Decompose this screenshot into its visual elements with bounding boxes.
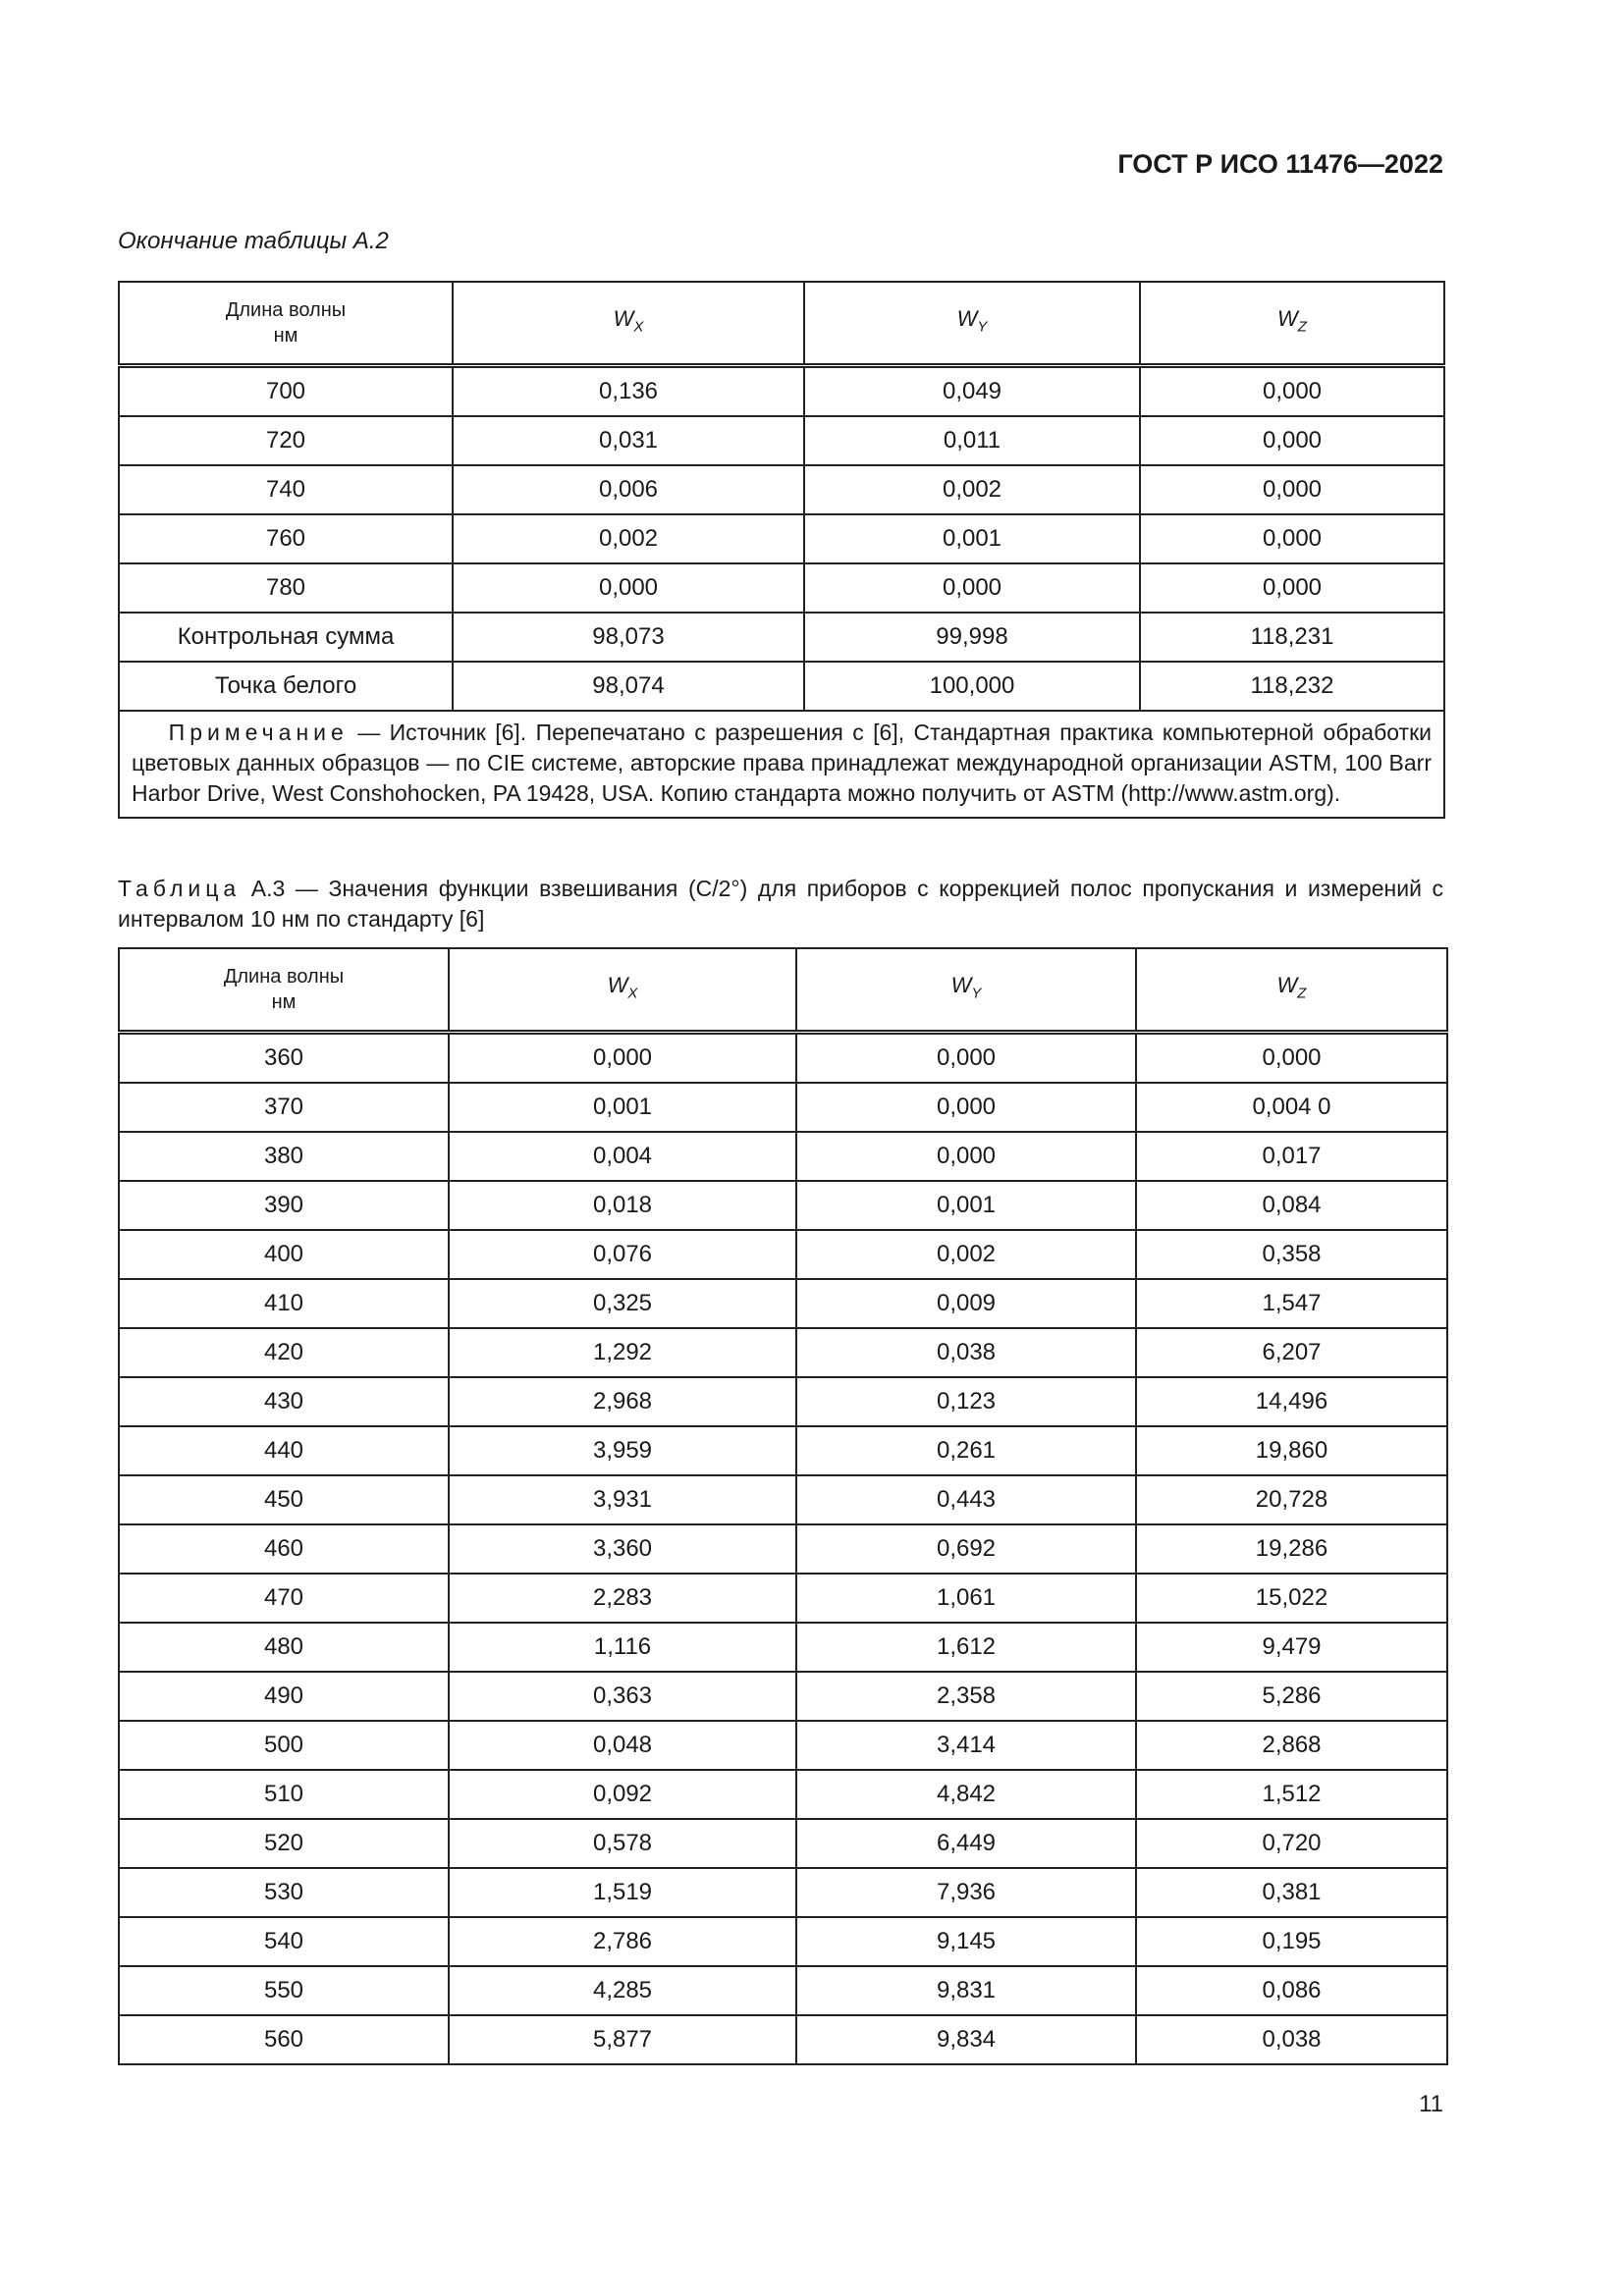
cell-wavelength: 370 (119, 1083, 449, 1132)
header-label: Длина волны (223, 966, 345, 988)
cell-wx: 0,000 (453, 563, 804, 613)
cell-wx: 0,578 (449, 1819, 796, 1868)
cell-wavelength: 450 (119, 1475, 449, 1524)
header-wy (796, 948, 1136, 1033)
cell-wavelength: 720 (119, 416, 453, 465)
cell-wavelength: 760 (119, 514, 453, 563)
cell-wy: 0,002 (796, 1230, 1136, 1279)
cell-wz: 15,022 (1136, 1574, 1447, 1623)
cell-wz: 1,547 (1136, 1279, 1447, 1328)
table-row (119, 1524, 1447, 1574)
cell-wx: 0,000 (449, 1033, 796, 1084)
header-subscript: Z (1297, 985, 1307, 1002)
cell-wz: 0,720 (1136, 1819, 1447, 1868)
cell-wavelength: 420 (119, 1328, 449, 1377)
header-label: W (1277, 305, 1298, 331)
cell-wz: 0,086 (1136, 1966, 1447, 2015)
cell-wx: 2,968 (449, 1377, 796, 1426)
cell-wavelength: 550 (119, 1966, 449, 2015)
cell-wz: 5,286 (1136, 1672, 1447, 1721)
table-row (119, 1132, 1447, 1181)
cell-wx: 0,325 (449, 1279, 796, 1328)
cell-wy: 0,000 (796, 1132, 1136, 1181)
cell-wz: 0,000 (1140, 514, 1444, 563)
caption-label: Таблица (118, 876, 242, 901)
cell-wx: 3,360 (449, 1524, 796, 1574)
table-row (119, 465, 1444, 514)
cell-wz: 6,207 (1136, 1328, 1447, 1377)
table-header-row (119, 948, 1447, 1033)
cell-wy: 0,000 (804, 563, 1140, 613)
header-label: W (613, 305, 634, 331)
table-row (119, 416, 1444, 465)
caption-text: А.3 — Значения функции взвешивания (C/2°) для приборов с коррекцией полос пропускания и измерений с интервалом 10 нм по стандарту [6] (118, 876, 1443, 932)
cell-wy: 0,038 (796, 1328, 1136, 1377)
table-note (119, 711, 1444, 818)
cell-wx: 0,004 (449, 1132, 796, 1181)
header-wy (804, 282, 1140, 366)
table-row (119, 1721, 1447, 1770)
cell-wz: 0,017 (1136, 1132, 1447, 1181)
table-row (119, 514, 1444, 563)
header-label: W (1276, 972, 1298, 997)
cell-wx: 98,074 (453, 662, 804, 711)
header-subscript: Y (977, 318, 988, 336)
table-row (119, 1475, 1447, 1524)
cell-wavelength: 410 (119, 1279, 449, 1328)
cell-wz: 0,084 (1136, 1181, 1447, 1230)
cell-wz: 14,496 (1136, 1377, 1447, 1426)
table-row (119, 1917, 1447, 1966)
cell-wx: 0,002 (453, 514, 804, 563)
cell-wavelength: 440 (119, 1426, 449, 1475)
header-subscript: Y (971, 985, 982, 1002)
cell-wy: 9,831 (796, 1966, 1136, 2015)
header-unit: нм (271, 991, 297, 1013)
cell-wx: 1,116 (449, 1623, 796, 1672)
cell-wz: 0,000 (1140, 366, 1444, 417)
header-unit: нм (273, 325, 298, 347)
cell-wy: 0,009 (796, 1279, 1136, 1328)
cell-wy: 7,936 (796, 1868, 1136, 1917)
table-row (119, 366, 1444, 417)
cell-wy: 0,123 (796, 1377, 1136, 1426)
cell-wy: 3,414 (796, 1721, 1136, 1770)
table-row (119, 1181, 1447, 1230)
header-subscript: X (633, 318, 644, 336)
table-row (119, 662, 1444, 711)
cell-wavelength: 380 (119, 1132, 449, 1181)
cell-wy: 0,011 (804, 416, 1140, 465)
cell-wy: 0,001 (804, 514, 1140, 563)
cell-wz: 0,000 (1140, 465, 1444, 514)
cell-wavelength: 390 (119, 1181, 449, 1230)
table-row (119, 1426, 1447, 1475)
cell-wx: 3,931 (449, 1475, 796, 1524)
cell-wavelength: 460 (119, 1524, 449, 1574)
cell-wavelength: 510 (119, 1770, 449, 1819)
table-a2-continuation-caption: Окончание таблицы А.2 (118, 228, 389, 254)
table-a3-caption (118, 874, 1443, 934)
header-wz (1140, 282, 1444, 366)
cell-wavelength: 470 (119, 1574, 449, 1623)
cell-wz: 0,038 (1136, 2015, 1447, 2064)
cell-wy: 9,834 (796, 2015, 1136, 2064)
table-row (119, 1083, 1447, 1132)
cell-wz: 118,231 (1140, 613, 1444, 662)
cell-wy: 0,000 (796, 1033, 1136, 1084)
cell-wz: 0,000 (1140, 563, 1444, 613)
cell-wx: 0,001 (449, 1083, 796, 1132)
cell-wavelength: 430 (119, 1377, 449, 1426)
header-subscript: Z (1297, 318, 1307, 336)
cell-wx: 4,285 (449, 1966, 796, 2015)
cell-wz: 0,000 (1136, 1033, 1447, 1084)
table-row (119, 1623, 1447, 1672)
cell-wx: 0,006 (453, 465, 804, 514)
cell-wx: 0,048 (449, 1721, 796, 1770)
cell-wz: 0,195 (1136, 1917, 1447, 1966)
cell-wy: 6,449 (796, 1819, 1136, 1868)
table-row (119, 1819, 1447, 1868)
cell-wx: 1,519 (449, 1868, 796, 1917)
cell-wy: 99,998 (804, 613, 1140, 662)
page-number: 11 (1419, 2091, 1443, 2117)
cell-wy: 4,842 (796, 1770, 1136, 1819)
cell-wz: 1,512 (1136, 1770, 1447, 1819)
header-subscript: X (627, 985, 638, 1002)
cell-wavelength: 480 (119, 1623, 449, 1672)
table-a3 (118, 947, 1448, 2065)
table-row (119, 1966, 1447, 2015)
header-wavelength (119, 948, 449, 1033)
table-row (119, 1770, 1447, 1819)
cell-wx: 0,092 (449, 1770, 796, 1819)
table-row (119, 1328, 1447, 1377)
table-row (119, 2015, 1447, 2064)
note-text: — Источник [6]. Перепечатано с разрешения с [6], Стандартная практика компьютерной обработки цветовых данных образцов — по CIE системе, авторские права принадлежат международной организации ASTM, 100 Barr Harbor Drive, West Conshohocken, PA 19428, USA. Копию стандарта можно получить от ASTM (http://www.astm.org). (132, 720, 1432, 806)
table-header-row (119, 282, 1444, 366)
table-a3-body (119, 1033, 1447, 2065)
table-row (119, 563, 1444, 613)
cell-wz: 9,479 (1136, 1623, 1447, 1672)
document-code: ГОСТ Р ИСО 11476—2022 (1117, 149, 1443, 179)
table-note-row (119, 711, 1444, 818)
cell-wavelength: 520 (119, 1819, 449, 1868)
cell-wz: 118,232 (1140, 662, 1444, 711)
cell-wavelength: 540 (119, 1917, 449, 1966)
cell-wx: 98,073 (453, 613, 804, 662)
header-label: W (950, 972, 972, 997)
cell-wz: 20,728 (1136, 1475, 1447, 1524)
cell-wy: 9,145 (796, 1917, 1136, 1966)
table-row (119, 1574, 1447, 1623)
table-row (119, 1868, 1447, 1917)
cell-wx: 0,076 (449, 1230, 796, 1279)
table-row (119, 1033, 1447, 1084)
cell-wy: 1,061 (796, 1574, 1136, 1623)
table-row (119, 1377, 1447, 1426)
header-wavelength (119, 282, 453, 366)
cell-wy: 1,612 (796, 1623, 1136, 1672)
cell-wavelength: 560 (119, 2015, 449, 2064)
cell-wavelength: Контрольная сумма (119, 613, 453, 662)
header-wx (449, 948, 796, 1033)
cell-wavelength: 530 (119, 1868, 449, 1917)
cell-wy: 0,001 (796, 1181, 1136, 1230)
cell-wavelength: 700 (119, 366, 453, 417)
table-a2-body (119, 366, 1444, 712)
cell-wx: 2,283 (449, 1574, 796, 1623)
cell-wy: 0,261 (796, 1426, 1136, 1475)
cell-wy: 2,358 (796, 1672, 1136, 1721)
cell-wz: 0,358 (1136, 1230, 1447, 1279)
header-wz (1136, 948, 1447, 1033)
cell-wx: 0,363 (449, 1672, 796, 1721)
cell-wavelength: 400 (119, 1230, 449, 1279)
cell-wz: 0,004 0 (1136, 1083, 1447, 1132)
cell-wz: 0,381 (1136, 1868, 1447, 1917)
cell-wy: 0,000 (796, 1083, 1136, 1132)
cell-wavelength: 740 (119, 465, 453, 514)
cell-wy: 0,002 (804, 465, 1140, 514)
cell-wavelength: 780 (119, 563, 453, 613)
header-label: W (607, 972, 628, 997)
header-label: Длина волны (225, 299, 347, 321)
table-row (119, 1230, 1447, 1279)
table-row (119, 1279, 1447, 1328)
cell-wz: 0,000 (1140, 416, 1444, 465)
cell-wz: 19,286 (1136, 1524, 1447, 1574)
cell-wx: 1,292 (449, 1328, 796, 1377)
cell-wx: 0,031 (453, 416, 804, 465)
header-wx (453, 282, 804, 366)
cell-wy: 0,443 (796, 1475, 1136, 1524)
table-a2 (118, 281, 1445, 819)
note-label: Примечание (168, 720, 349, 745)
cell-wz: 19,860 (1136, 1426, 1447, 1475)
cell-wx: 3,959 (449, 1426, 796, 1475)
cell-wavelength: 490 (119, 1672, 449, 1721)
cell-wz: 2,868 (1136, 1721, 1447, 1770)
cell-wy: 0,692 (796, 1524, 1136, 1574)
cell-wx: 5,877 (449, 2015, 796, 2064)
header-label: W (956, 305, 978, 331)
cell-wx: 0,136 (453, 366, 804, 417)
cell-wy: 0,049 (804, 366, 1140, 417)
cell-wavelength: 500 (119, 1721, 449, 1770)
cell-wy: 100,000 (804, 662, 1140, 711)
cell-wavelength: 360 (119, 1033, 449, 1084)
table-row (119, 1672, 1447, 1721)
cell-wx: 0,018 (449, 1181, 796, 1230)
cell-wx: 2,786 (449, 1917, 796, 1966)
cell-wavelength: Точка белого (119, 662, 453, 711)
table-row (119, 613, 1444, 662)
